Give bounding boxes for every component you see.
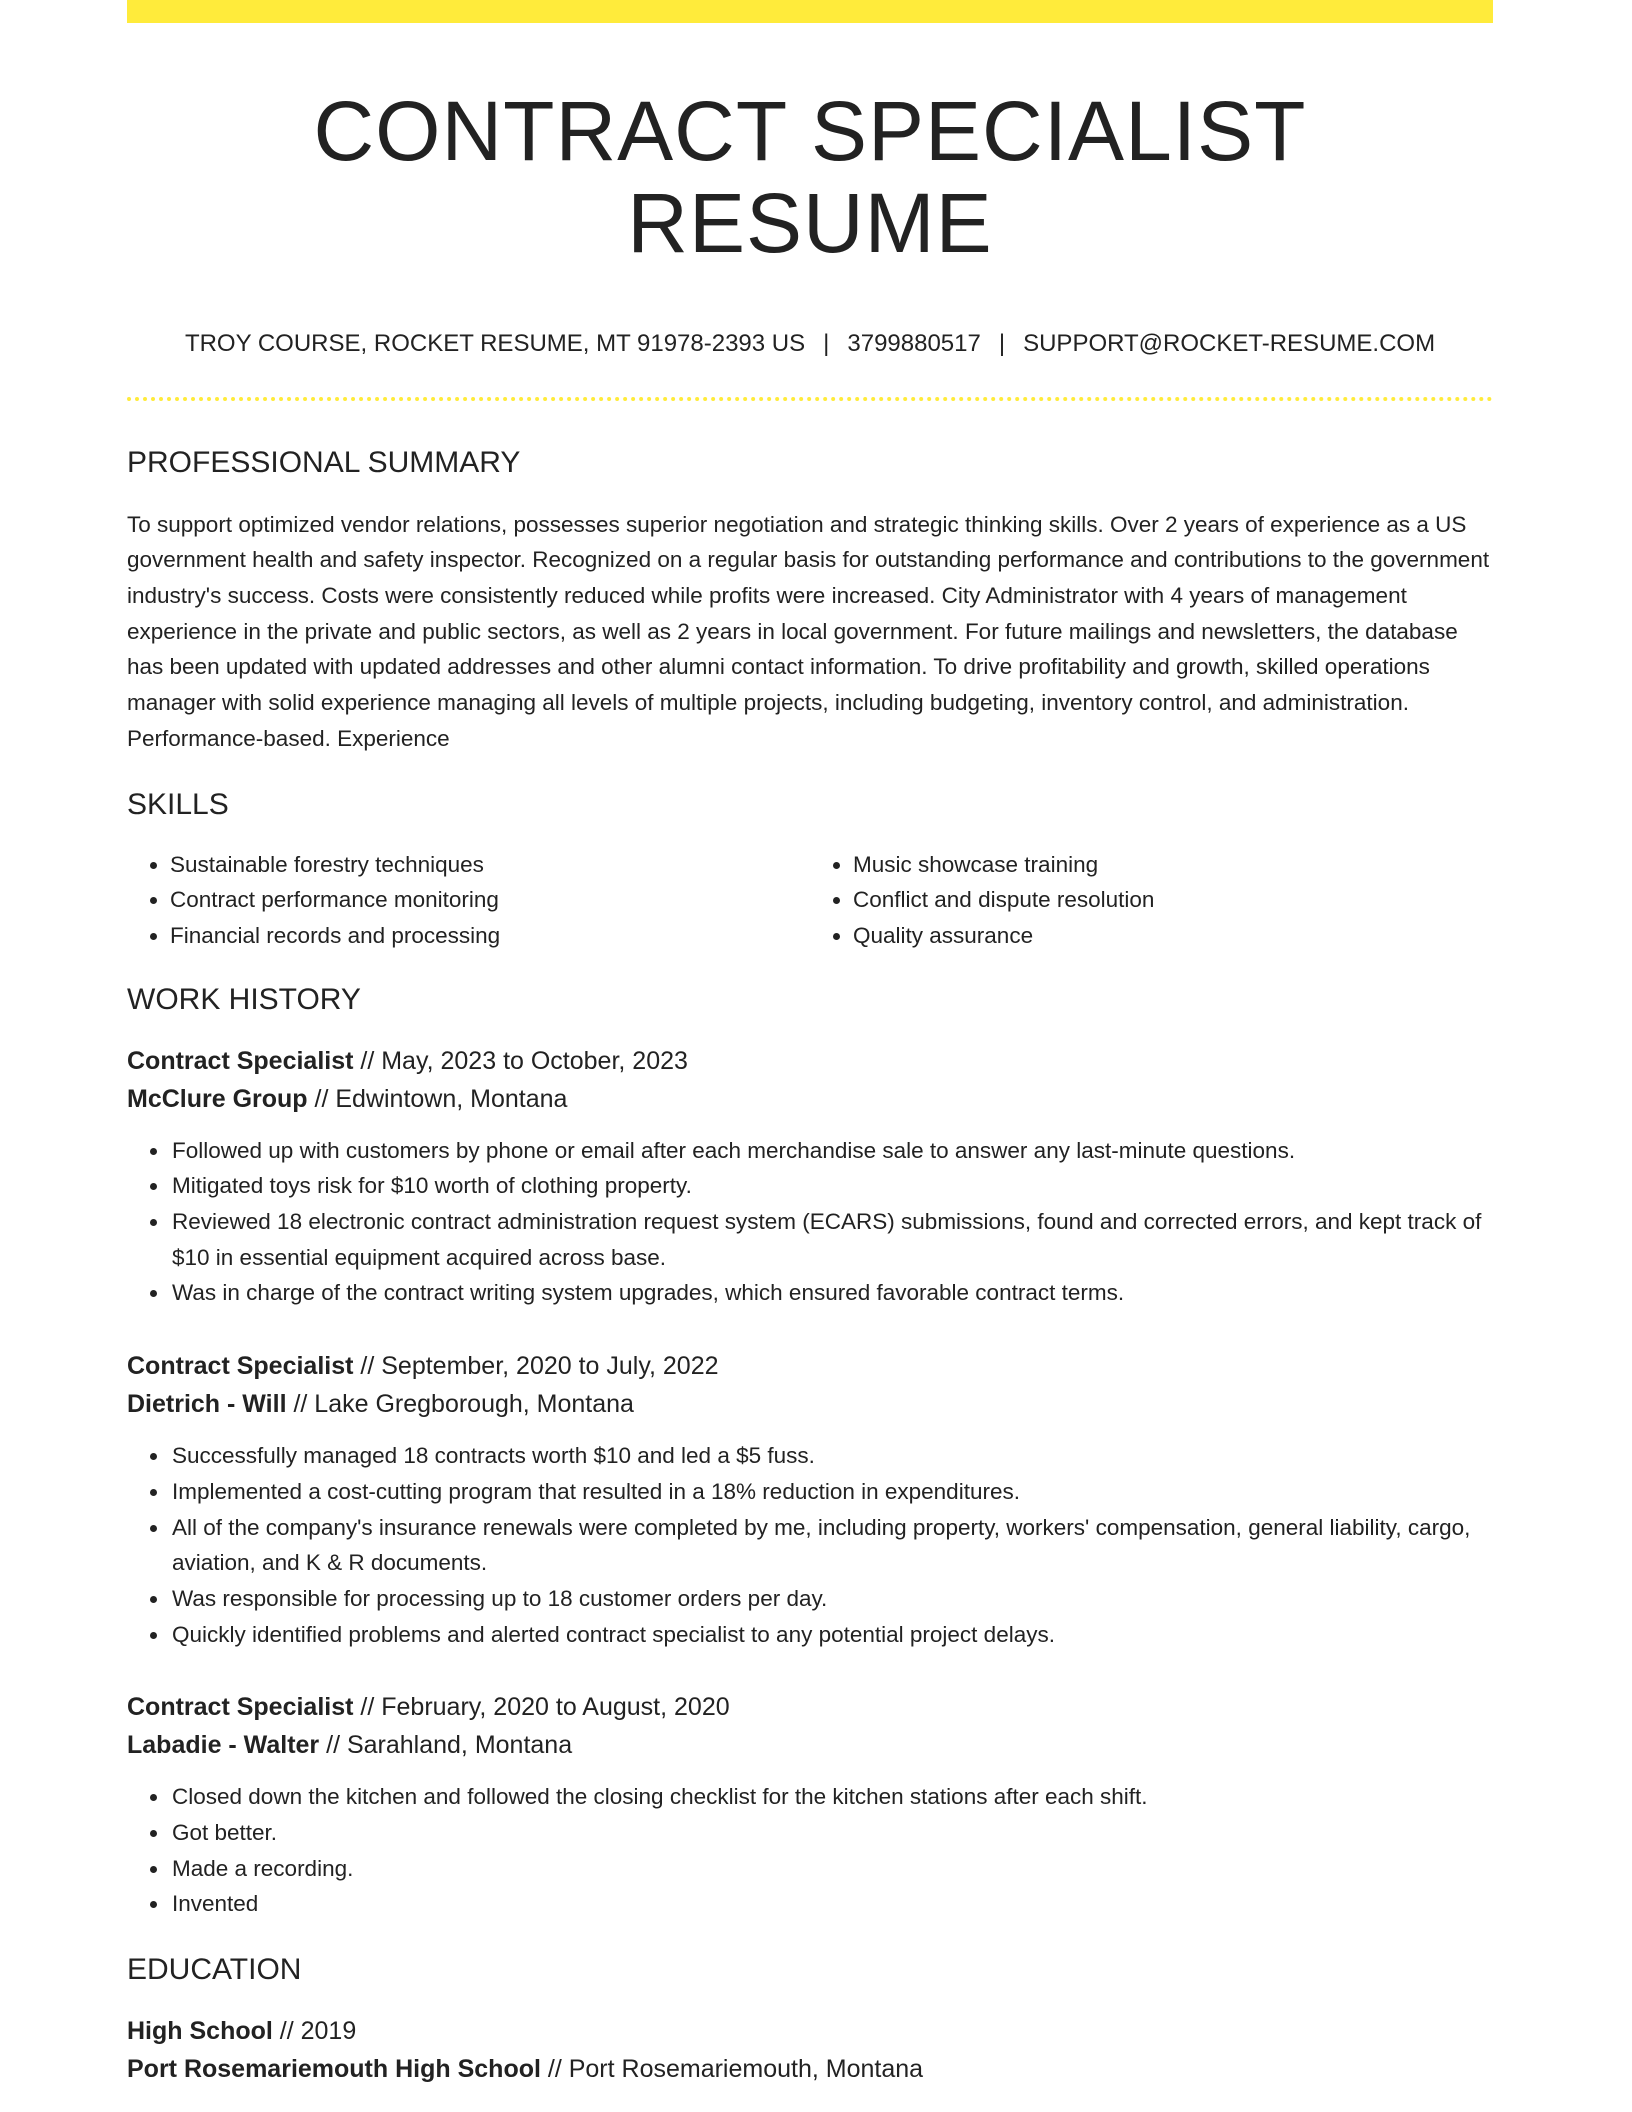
education-school: Port Rosemariemouth High School bbox=[127, 2055, 541, 2084]
contact-separator: | bbox=[998, 329, 1006, 357]
professional-summary-section bbox=[127, 445, 1493, 757]
job-bullet: • Got better. bbox=[170, 1815, 1493, 1851]
job-bullet: • Quickly identified problems and alerted contract specialist to any potential project delays. bbox=[170, 1617, 1493, 1653]
education-degree-line bbox=[127, 2012, 1493, 2050]
job-bullet: • Mitigated toys risk for $10 worth of clothing property. bbox=[170, 1168, 1493, 1204]
education-location: // Port Rosemariemouth, Montana bbox=[540, 2055, 924, 2084]
job-bullet: • Made a recording. bbox=[170, 1851, 1493, 1887]
skill-item: • Quality assurance bbox=[853, 918, 1493, 954]
skill-item: • Conflict and dispute resolution bbox=[853, 882, 1493, 918]
job-dates: // February, 2020 to August, 2020 bbox=[353, 1693, 730, 1722]
job-bullet: • Successfully managed 18 contracts worth $10 and led a $5 fuss. bbox=[170, 1438, 1493, 1474]
contact-separator: | bbox=[823, 329, 830, 357]
job-location: // Sarahland, Montana bbox=[319, 1731, 573, 1760]
job-role-line bbox=[127, 1042, 1493, 1080]
skill-item: • Financial records and processing bbox=[170, 918, 810, 954]
job-role-line bbox=[127, 1688, 1493, 1726]
section-heading: EDUCATION bbox=[127, 1953, 302, 1987]
job-company-line bbox=[127, 1385, 1493, 1423]
job-bullet: • Implemented a cost-cutting program that resulted in a 18% reduction in expenditures. bbox=[170, 1474, 1493, 1510]
job-title: Contract Specialist bbox=[127, 1693, 354, 1722]
job-bullets bbox=[127, 1133, 1493, 1312]
education-entry bbox=[127, 2012, 1493, 2088]
education-year: // 2019 bbox=[272, 2017, 357, 2046]
contact-email: SUPPORT@ROCKET-RESUME.COM bbox=[1023, 329, 1436, 357]
contact-address: TROY COURSE, ROCKET RESUME, MT 91978-2393 US bbox=[184, 329, 806, 357]
job-location: // Lake Gregborough, Montana bbox=[286, 1390, 634, 1419]
job-dates: // May, 2023 to October, 2023 bbox=[353, 1046, 688, 1075]
skills-columns bbox=[127, 847, 1493, 954]
job-company: Labadie - Walter bbox=[127, 1731, 320, 1760]
education-degree: High School bbox=[127, 2017, 273, 2046]
summary-text: To support optimized vendor relations, possesses superior negotiation and strategic thinking skills. Over 2 years of experience as a US government health and safety inspector. Recognized on a regular basis for outstanding performance and contributions to the government industry's success. Costs were consistently reduced while profits were increased. City Administrator with 4 years of management experience in the private and public sectors, as well as 2 years in local government. For future mailings and newsletters, the database has been updated with updated addresses and other alumni contact information. To drive profitability and growth, skilled operations manager with solid experience managing all levels of multiple projects, including budgeting, inventory control, and administration. Performance-based. Experience bbox=[127, 511, 1490, 751]
job-entry bbox=[127, 1347, 1493, 1652]
job-bullet: • Was in charge of the contract writing system upgrades, which ensured favorable contract terms. bbox=[170, 1275, 1493, 1311]
contact-info bbox=[127, 330, 1493, 359]
section-heading: WORK HISTORY bbox=[127, 982, 361, 1016]
dotted-divider bbox=[127, 397, 1493, 401]
skills-list-left bbox=[127, 847, 810, 954]
job-entry bbox=[127, 1688, 1493, 1922]
job-bullet: • All of the company's insurance renewals were completed by me, including property, workers' compensation, general liability, cargo, aviation, and K & R documents. bbox=[170, 1510, 1493, 1581]
education-section bbox=[127, 1952, 1493, 2088]
job-bullet: • Was responsible for processing up to 18 customer orders per day. bbox=[170, 1581, 1493, 1617]
section-heading: PROFESSIONAL SUMMARY bbox=[127, 445, 521, 479]
job-company-line bbox=[127, 1726, 1493, 1764]
job-entry bbox=[127, 1042, 1493, 1312]
accent-top-bar bbox=[127, 0, 1493, 23]
page-title: CONTRACT SPECIALIST RESUME bbox=[313, 84, 1307, 271]
job-bullet: • Followed up with customers by phone or email after each merchandise sale to answer any last-minute questions. bbox=[170, 1133, 1493, 1169]
job-bullet: • Invented bbox=[170, 1886, 1493, 1922]
job-title: Contract Specialist bbox=[127, 1352, 354, 1381]
resume-page bbox=[127, 0, 1493, 2088]
job-title: Contract Specialist bbox=[127, 1046, 354, 1075]
job-bullets bbox=[127, 1779, 1493, 1922]
skill-item: • Contract performance monitoring bbox=[170, 882, 810, 918]
skill-item: • Sustainable forestry techniques bbox=[170, 847, 810, 883]
job-company: McClure Group bbox=[127, 1084, 308, 1113]
skills-list-right bbox=[810, 847, 1493, 954]
contact-phone: 3799880517 bbox=[847, 329, 981, 357]
skill-item: • Music showcase training bbox=[853, 847, 1493, 883]
work-history-section bbox=[127, 982, 1493, 1923]
job-bullet: • Reviewed 18 electronic contract administration request system (ECARS) submissions, found and corrected errors, and kept track of $10 in essential equipment acquired across base. bbox=[170, 1204, 1493, 1275]
job-bullets bbox=[127, 1438, 1493, 1652]
job-location: // Edwintown, Montana bbox=[307, 1084, 568, 1113]
job-company: Dietrich - Will bbox=[127, 1390, 287, 1419]
job-dates: // September, 2020 to July, 2022 bbox=[353, 1352, 719, 1381]
job-bullet: • Closed down the kitchen and followed the closing checklist for the kitchen stations after each shift. bbox=[170, 1779, 1493, 1815]
education-school-line bbox=[127, 2050, 1493, 2088]
job-company-line bbox=[127, 1080, 1493, 1118]
section-heading: SKILLS bbox=[127, 787, 229, 821]
job-role-line bbox=[127, 1347, 1493, 1385]
skills-section bbox=[127, 787, 1493, 954]
